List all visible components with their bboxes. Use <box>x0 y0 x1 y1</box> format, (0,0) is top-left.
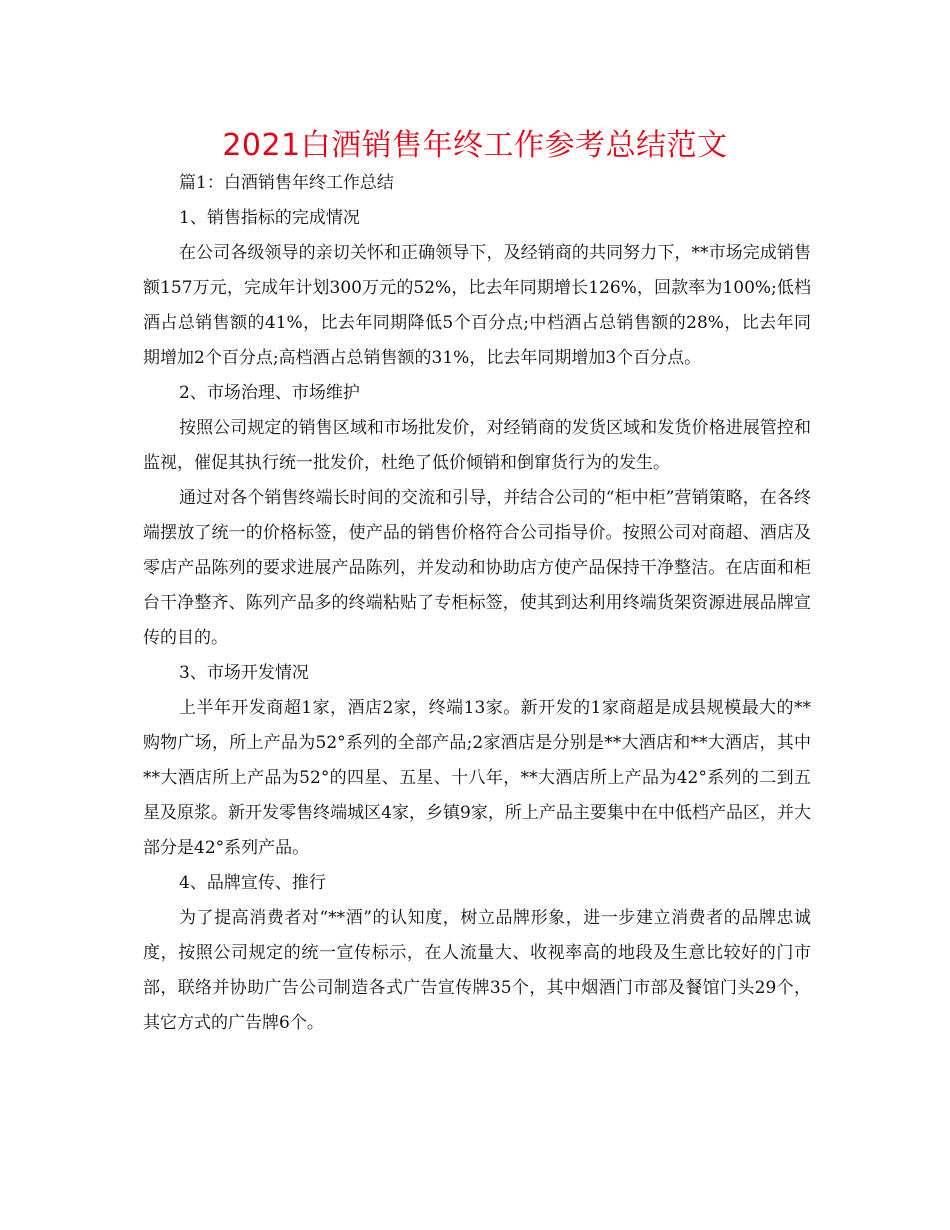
document-title: 2021白酒销售年终工作参考总结范文 <box>222 128 728 163</box>
body-paragraph: 上半年开发商超1家，酒店2家，终端13家。新开发的1家商超是成县规模最大的**购物广场，所上产品为52°系列的全部产品;2家酒店是分别是**大酒店和**大酒店，其中**大酒店所上产品为52°的四星、五星、十八年，**大酒店所上产品为42°系列的二到五星及原浆。新开发零售终端城区4家，乡镇9家，所上产品主要集中在中低档产品区，并大部分是42°系列产品。 <box>143 698 811 858</box>
section-heading: 篇1：白酒销售年终工作总结 <box>179 173 394 193</box>
document-body <box>143 166 811 1041</box>
body-paragraph: 按照公司规定的销售区域和市场批发价，对经销商的发货区域和发货价格进展管控和监视，催促其执行统一批发价，杜绝了低价倾销和倒窜货行为的发生。 <box>143 418 811 473</box>
body-paragraph: 通过对各个销售终端长时间的交流和引导，并结合公司的“柜中柜”营销策略，在各终端摆放了统一的价格标签，使产品的销售价格符合公司指导价。按照公司对商超、酒店及零店产品陈列的要求进展产品陈列，并发动和协助店方使产品保持干净整洁。在店面和柜台干净整齐、陈列产品多的终端粘贴了专柜标签，使其到达利用终端货架资源进展品牌宣传的目的。 <box>143 488 811 648</box>
body-paragraph: 在公司各级领导的亲切关怀和正确领导下，及经销商的共同努力下，**市场完成销售额157万元，完成年计划300万元的52%，比去年同期增长126%，回款率为100%;低档酒占总销售额的41%，比去年同期降低5个百分点;中档酒占总销售额的28%，比去年同期增加2个百分点;高档酒占总销售额的31%，比去年同期增加3个百分点。 <box>143 243 811 368</box>
subsection-heading: 4、品牌宣传、推行 <box>179 873 326 893</box>
subsection-heading: 2、市场治理、市场维护 <box>179 383 360 403</box>
subsection-heading: 3、市场开发情况 <box>179 663 309 683</box>
body-paragraph: 为了提高消费者对“**酒”的认知度，树立品牌形象，进一步建立消费者的品牌忠诚度，按照公司规定的统一宣传标示，在人流量大、收视率高的地段及生意比较好的门市部，联络并协助广告公司制造各式广告宣传牌35个，其中烟酒门市部及餐馆门头29个，其它方式的广告牌6个。 <box>143 908 811 1033</box>
subsection-heading: 1、销售指标的完成情况 <box>179 208 360 228</box>
